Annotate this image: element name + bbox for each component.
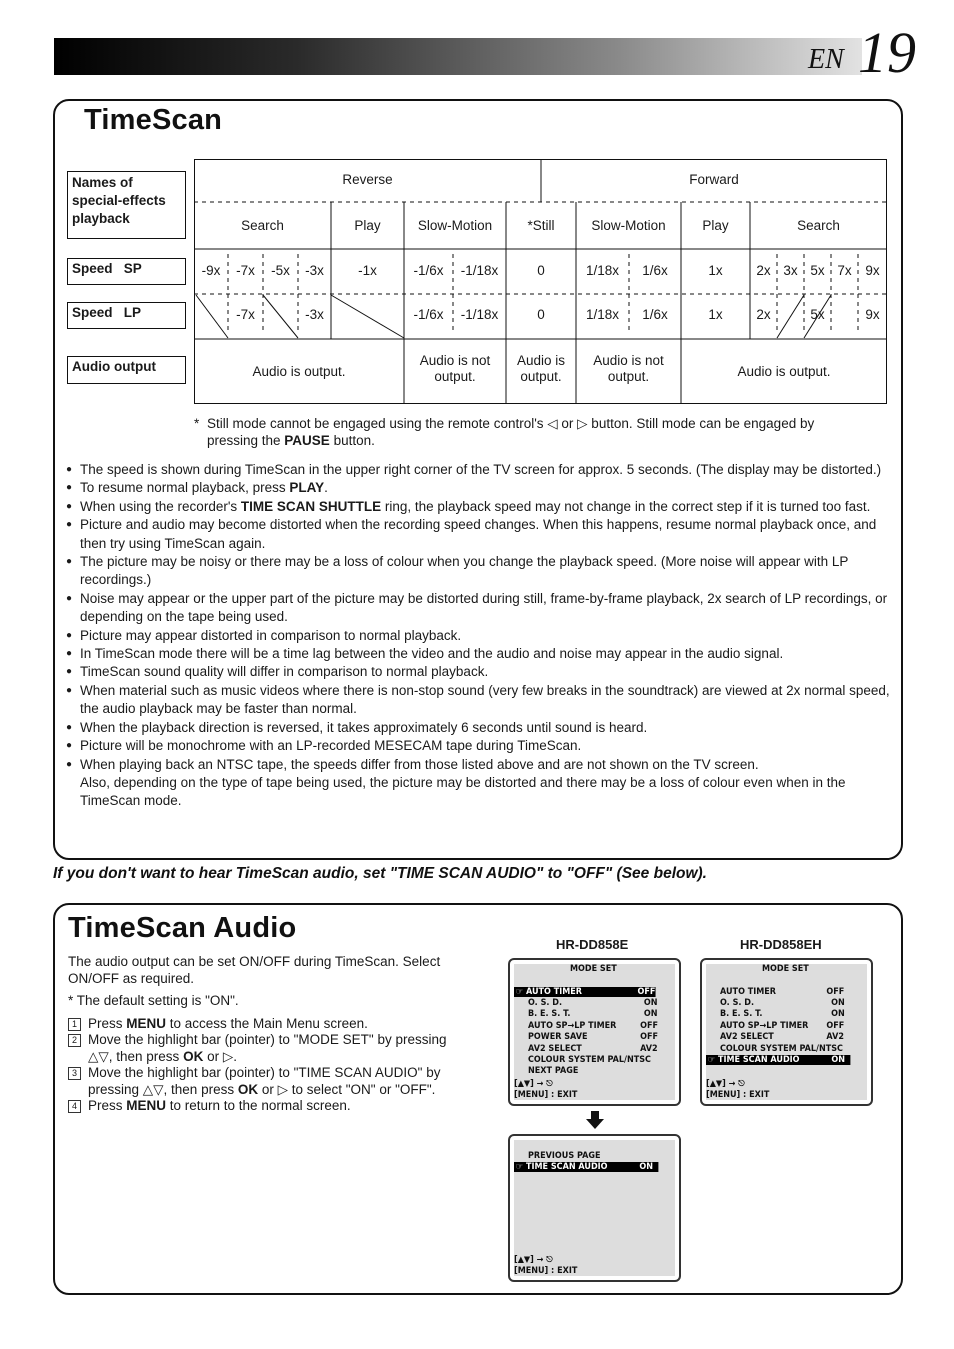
nav-arrows: [▲▼] → xyxy=(514,1255,544,1265)
timescan-audio-instructions xyxy=(68,954,458,1115)
menu-value: OFF xyxy=(640,1032,659,1042)
step-text: Move the highlight bar (pointer) to "TIME SCAN AUDIO" by pressing △▽, then press xyxy=(88,1065,441,1097)
list-item-continuation: Also, depending on the type of tape being used, the picture may be distorted and there may be a loss of colour even when in the TimeScan mode. xyxy=(80,774,846,809)
bullet-text: ring, the playback speed may not change in the correct step if it is turned too fast. xyxy=(381,498,871,514)
ok-icon: ⎋ xyxy=(546,1255,553,1265)
audio-rev-search-play: Audio is output. xyxy=(252,364,346,379)
step-number: 2 xyxy=(68,1034,81,1047)
tv-screen-mode-set-e xyxy=(508,958,681,1106)
menu-row xyxy=(528,1009,661,1019)
menu-label: COLOUR SYSTEM PAL/NTSC xyxy=(720,1044,843,1054)
sp-value: -7x xyxy=(236,263,255,278)
menu-label: O. S. D. xyxy=(720,998,755,1008)
step-text: to return to the normal screen. xyxy=(166,1098,351,1113)
menu-value: ON xyxy=(831,1055,846,1065)
model-label-e: HR-DD858E xyxy=(556,937,629,952)
timescan-notes-list xyxy=(66,461,890,811)
menu-value: ON xyxy=(643,998,658,1008)
sp-value: 0 xyxy=(537,263,545,278)
menu-row xyxy=(528,1066,578,1076)
sp-value: 3x xyxy=(783,263,798,278)
menu-label: AUTO SP→LP TIMER xyxy=(720,1021,809,1031)
lp-value: -1/6x xyxy=(413,307,444,322)
menu-row xyxy=(528,1044,661,1054)
shuttle-key: TIME SCAN SHUTTLE xyxy=(240,498,382,514)
menu-label: AUTO TIMER xyxy=(525,987,582,997)
menu-label: TIME SCAN AUDIO xyxy=(717,1055,800,1065)
ok-icon: ⎋ xyxy=(546,1079,553,1089)
menu-value: ON xyxy=(643,1009,658,1019)
menu-label: AV2 SELECT xyxy=(528,1044,582,1054)
label-audio-output: Audio output xyxy=(67,356,186,384)
nav-hint xyxy=(514,1255,553,1265)
lp-value: 1x xyxy=(708,307,723,322)
timescan-speed-table xyxy=(194,159,887,404)
mode-fwd-play: Play xyxy=(702,218,729,233)
step-text: Press xyxy=(88,1015,127,1031)
menu-value: OFF xyxy=(637,987,656,997)
list-item: ● When material such as music videos where there is non-stop sound (very few breaks in the soundtrack) are viewed at 2x normal speed, the audio playback may be faster than normal. xyxy=(66,682,890,719)
audio-rev-slow: Audio is not output. xyxy=(419,353,491,384)
audio-still: Audio is output. xyxy=(516,353,566,384)
menu-label: AUTO TIMER xyxy=(720,987,777,997)
nav-hint xyxy=(706,1079,745,1089)
step-number: 1 xyxy=(68,1018,81,1031)
menu-row-highlighted xyxy=(514,987,656,997)
list-item: ● Noise may appear or the upper part of the picture may be distorted during still, frame-by-frame playback, 2x search of LP recordings, or depending on the tape being used. xyxy=(66,590,890,627)
menu-key: MENU xyxy=(126,1015,167,1031)
sp-value: 5x xyxy=(810,263,825,278)
step-3 xyxy=(68,1065,458,1098)
screen-title: MODE SET xyxy=(762,964,809,974)
sp-value: -3x xyxy=(305,263,324,278)
pointer-icon: ☞ xyxy=(707,1055,718,1065)
footnote-line-1: Still mode cannot be engaged using the remote control's ◁ or ▷ button. Still mode can be engaged by xyxy=(207,416,815,431)
menu-label: POWER SAVE xyxy=(528,1032,588,1042)
header-gradient-bar xyxy=(54,38,862,75)
screen-title: MODE SET xyxy=(570,964,617,974)
footnote-line-2-post: button. xyxy=(329,433,375,448)
menu-row xyxy=(720,987,845,997)
sp-value: 2x xyxy=(756,263,771,278)
model-label-eh: HR-DD858EH xyxy=(740,937,822,952)
step-text: Press xyxy=(88,1098,127,1113)
footnote-line-2-pre: pressing the xyxy=(207,433,285,448)
nav-arrows: [▲▼] → xyxy=(514,1079,544,1089)
pause-key: PAUSE xyxy=(284,433,330,448)
menu-value: OFF xyxy=(826,1021,845,1031)
sp-value: 7x xyxy=(837,263,852,278)
lp-value: 1/6x xyxy=(642,307,668,322)
timescan-title: TimeScan xyxy=(84,104,223,136)
still-footnote: * Still mode cannot be engaged using the remote control's ◁ or ▷ button. Still mode can be engaged by pressing the PAUSE button. xyxy=(194,416,815,448)
menu-row xyxy=(720,1044,843,1054)
menu-row xyxy=(528,1055,651,1065)
menu-label: COLOUR SYSTEM PAL/NTSC xyxy=(528,1055,651,1065)
list-item xyxy=(66,479,890,497)
step-2 xyxy=(68,1032,458,1065)
menu-label: B. E. S. T. xyxy=(528,1009,571,1019)
list-item: ● When playing back an NTSC tape, the speeds differ from those listed above and are not shown on the TV screen. xyxy=(66,756,890,774)
sp-value: -1/6x xyxy=(413,263,444,278)
label-speed-lp: Speed LP xyxy=(67,302,186,329)
list-item: ● Picture and audio may become distorted when the recording speed changes. When this happens, resume normal playback once, and then try using TimeScan again. xyxy=(66,516,890,553)
list-item: ● When the playback direction is reversed, it takes approximately 6 seconds until sound is heard. xyxy=(66,719,890,737)
sp-value: -1/18x xyxy=(460,263,499,278)
sp-value: -9x xyxy=(201,263,221,278)
nav-hint xyxy=(514,1079,553,1089)
list-item: ● The picture may be noisy or there may be a loss of colour when you change the playback speed. (More noise will appear with LP recordings.) xyxy=(66,553,890,590)
list-item: ● In TimeScan mode there will be a time lag between the video and the audio and noise may appear in the audio signal. xyxy=(66,645,890,663)
menu-label: AV2 SELECT xyxy=(720,1032,774,1042)
pointer-icon: ☞ xyxy=(515,1162,526,1172)
header-reverse: Reverse xyxy=(342,172,393,187)
menu-label: TIME SCAN AUDIO xyxy=(525,1162,608,1172)
menu-row xyxy=(528,1032,661,1042)
menu-row xyxy=(528,998,661,1008)
intro-text: The audio output can be set ON/OFF during TimeScan. Select ON/OFF as required. xyxy=(68,954,441,986)
menu-value: ON xyxy=(639,1162,654,1172)
tv-screen-mode-set-eh xyxy=(700,958,873,1106)
menu-row xyxy=(720,1021,845,1031)
mode-rev-search: Search xyxy=(241,218,284,233)
down-arrow-icon xyxy=(586,1111,604,1129)
menu-key: MENU xyxy=(126,1098,167,1113)
menu-value: AV2 xyxy=(640,1044,658,1054)
sp-value: -5x xyxy=(271,263,290,278)
menu-label: AUTO SP→LP TIMER xyxy=(528,1021,617,1031)
step-text: or ▷ to select "ON" or "OFF". xyxy=(258,1081,436,1097)
play-key: PLAY xyxy=(289,480,325,496)
header-forward: Forward xyxy=(689,172,739,187)
step-number: 3 xyxy=(68,1067,81,1080)
exit-hint: [MENU] : EXIT xyxy=(514,1090,578,1100)
page-number: 19 xyxy=(858,20,916,85)
list-item: ● The speed is shown during TimeScan in the upper right corner of the TV screen for approx. 5 seconds. (The display may be distorted.) xyxy=(66,461,890,479)
lp-value: 9x xyxy=(865,307,880,322)
menu-value: ON xyxy=(831,1009,845,1019)
step-4 xyxy=(68,1098,458,1115)
step-text: Move the highlight bar (pointer) to "MODE SET" by pressing △▽, then press xyxy=(88,1032,447,1064)
lp-value: -3x xyxy=(305,307,324,322)
menu-label: PREVIOUS PAGE xyxy=(528,1151,601,1161)
nav-arrows: [▲▼] → xyxy=(706,1079,736,1089)
default-note: * The default setting is "ON". xyxy=(68,993,239,1008)
menu-row xyxy=(528,1021,661,1031)
menu-label: B. E. S. T. xyxy=(720,1009,763,1019)
timescan-audio-instruction: If you don't want to hear TimeScan audio, set "TIME SCAN AUDIO" to "OFF" (See below). xyxy=(53,865,707,882)
list-item xyxy=(66,498,890,516)
label-speed-sp: Speed SP xyxy=(67,258,186,285)
menu-label: O. S. D. xyxy=(528,998,563,1008)
bullet-text: To resume normal playback, press xyxy=(80,480,290,496)
menu-row xyxy=(720,1032,844,1042)
language-label: EN xyxy=(808,44,844,75)
exit-hint: [MENU] : EXIT xyxy=(706,1090,770,1100)
sp-value: 1/6x xyxy=(642,263,668,278)
bullet-text: . xyxy=(324,480,328,496)
audio-fwd-slow: Audio is not output. xyxy=(593,353,664,384)
ok-key: OK xyxy=(183,1048,204,1064)
step-1 xyxy=(68,1016,458,1033)
timescan-audio-title: TimeScan Audio xyxy=(68,912,297,944)
mode-rev-slow: Slow-Motion xyxy=(417,218,493,233)
step-text: or ▷. xyxy=(203,1048,237,1064)
menu-row xyxy=(720,1009,845,1019)
ok-key: OK xyxy=(237,1081,259,1097)
menu-value: ON xyxy=(831,998,845,1008)
menu-value: OFF xyxy=(640,1021,659,1031)
mode-still: *Still xyxy=(527,218,555,233)
tv-screen-page-2 xyxy=(508,1134,681,1282)
list-item: ● Picture may appear distorted in comparison to normal playback. xyxy=(66,627,890,645)
lp-value: 1/18x xyxy=(585,307,620,322)
menu-row-highlighted xyxy=(514,1162,658,1172)
sp-value: -1x xyxy=(358,263,377,278)
menu-row-highlighted xyxy=(706,1055,850,1065)
menu-row xyxy=(720,998,845,1008)
audio-fwd-play-search: Audio is output. xyxy=(737,364,831,379)
sp-value: 1x xyxy=(708,263,723,278)
menu-value: OFF xyxy=(826,987,845,997)
list-item: ● Picture will be monochrome with an LP-recorded MESECAM tape during TimeScan. xyxy=(66,737,890,755)
mode-fwd-search: Search xyxy=(797,218,840,233)
list-item: ● TimeScan sound quality will differ in comparison to normal playback. xyxy=(66,663,890,681)
mode-rev-play: Play xyxy=(354,218,381,233)
lp-value: 2x xyxy=(756,307,771,322)
ok-icon: ⎋ xyxy=(738,1079,745,1089)
menu-row xyxy=(528,1151,601,1161)
lp-value: 0 xyxy=(537,307,545,322)
mode-fwd-slow: Slow-Motion xyxy=(591,218,666,233)
menu-value: AV2 xyxy=(826,1032,844,1042)
pointer-icon: ☞ xyxy=(515,987,526,997)
bullet-text: When using the recorder's xyxy=(80,498,241,514)
menu-label: NEXT PAGE xyxy=(528,1066,579,1076)
lp-value: -7x xyxy=(236,307,255,322)
lp-value: -1/18x xyxy=(460,307,499,322)
label-names-of-playback: Names of special-effects playback xyxy=(67,171,186,239)
sp-value: 1/18x xyxy=(585,263,620,278)
sp-value: 9x xyxy=(865,263,880,278)
lp-value: 5x xyxy=(810,307,825,322)
exit-hint: [MENU] : EXIT xyxy=(514,1266,578,1276)
step-number: 4 xyxy=(68,1100,81,1113)
step-text: to access the Main Menu screen. xyxy=(166,1015,368,1031)
